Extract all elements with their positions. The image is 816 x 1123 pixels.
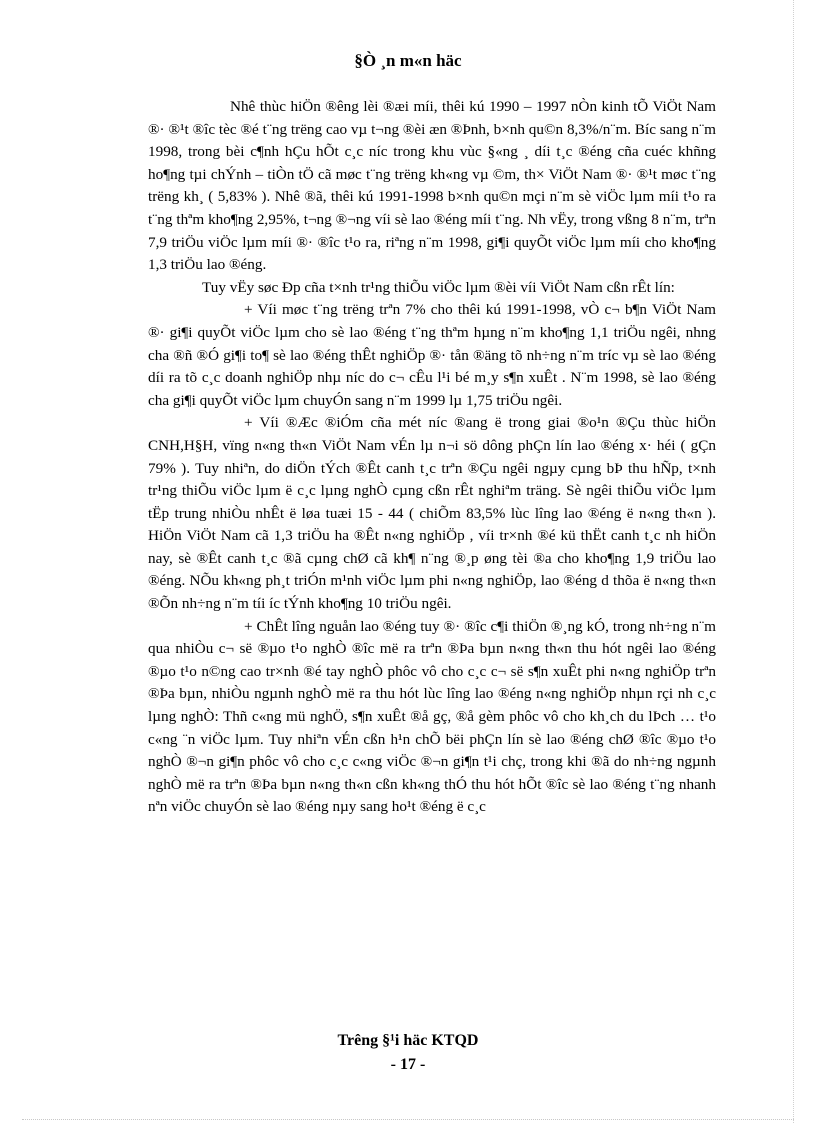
- paragraph-4: + Víi ®Æc ®iÓm cña mét níc ®ang ë trong giai ®o¹n ®Çu thùc hiÖn CNH,H§H, vïng n«ng th«n ViÖt Nam vÉn lµ n¬i sö dông phÇn lín lao ®éng x· héi ( gÇn 79% ). Tuy nhiªn, do diÖn tÝch ®Êt canh t¸c trªn ®Çu ngêi ngµy cµng bÞ thu hÑp, t×nh tr¹ng thiÕu viÖc lµm ë c¸c lµng nghÒ cµng cßn rÊt nghiªm träng. Sè ngêi thiÕu viÖc lµm tËp trung nhiÒu nhÊt ë løa tuæi 15 - 44 ( chiÕm 83,5% lùc lîng lao ®éng ë n«ng th«n ). HiÖn ViÖt Nam cã 1,3 triÖu ha ®Êt n«ng nghiÖp , víi tr×nh ®é kü thËt canh t¸c nh hiÖn nay, sè ®Êt canh t¸c ®ã cµng chØ cã kh¶ n¨ng ®¸p øng tèi ®a cho kho¶ng 1,9 triÖu lao ®éng. NÕu kh«ng ph¸t triÓn m¹nh viÖc lµm phi n«ng nghiÖp, lao ®éng d thõa ë n«ng th«n ®Õn nh÷ng n¨m tíi íc tÝnh kho¶ng 10 triÖu ngêi.: [148, 414, 716, 613]
- paragraph-5: + ChÊt lîng nguån lao ®éng tuy ®· ®îc c¶i thiÖn ®¸ng kÓ, trong nh÷ng n¨m qua nhiÒu c¬ së ®µo t¹o nghÒ ®îc më ra trªn ®Þa bµn n«ng th«n thu hót ngêi lao ®éng ®µo t¹o n©ng cao tr×nh ®é tay nghÒ phôc vô cho c¸c c¬ së s¶n xuÊt phi n«ng nghiÖp trªn ®Þa bµn, nhiÒu ngµnh nghÒ më ra thu hót lùc lîng lao ®éng n«ng nghiÖp nhµn rçi nh c¸c lµng nghÒ: Thñ c«ng mü nghÖ, s¶n xuÊt ®å gç, ®å gèm phôc vô cho kh¸ch du lÞch … t¹o c«ng ¨n viÖc lµm. Tuy nhiªn vÉn cßn h¹n chÕ bëi phÇn lín sè lao ®éng chØ ®îc ®µo t¹o nghÒ ®¬n gi¶n phôc vô cho c¸c c«ng viÖc ®¬n gi¶n t¹i chç, trong khi ®ã do nh÷ng ngµnh nghÒ më ra trªn ®Þa bµn n«ng th«n cßn kh«ng thÓ thu hót hÕt ®îc sè lao ®éng t¨ng nhanh nªn viÖc chuyÓn sè lao ®éng nµy sang ho¹t ®éng ë c¸c: [148, 617, 716, 816]
- paragraph-1: Nhê thùc hiÖn ®êng lèi ®æi míi, thêi kú 1990 – 1997 nÒn kinh tÕ ViÖt Nam ®· ®¹t ®îc tèc ®é t¨ng trëng cao vµ t¬ng ®èi æn ®Þnh, b×nh qu©n 8,3%/n¨m. Bíc sang n¨m 1998, trong bèi c¶nh hÇu hÕt c¸c níc trong khu vùc §«ng ¸ díi t¸c ®éng cña cuéc khñng ho¶ng tµi chÝnh – tiÒn tÖ cã møc t¨ng trëng kh«ng vµ ©m, th× ViÖt Nam ®· ®¹t møc t¨ng trëng kh¸ ( 5,83% ). Nhê ®ã, thêi kú 1991-1998 b×nh qu©n mçi n¨m sè viÖc lµm míi t¹o ra t¨ng thªm kho¶ng 2,95%, t¬ng ®¬ng víi sè lao ®éng míi t¨ng. Nh vËy, trong vßng 8 n¨m, trªn 7,9 triÖu viÖc lµm míi ®· ®îc t¹o ra, riªng n¨m 1998, gi¶i quyÕt viÖc lµm míi cho kho¶ng 1,3 triÖu lao ®éng.: [148, 98, 716, 274]
- paragraph-3: + Víi møc t¨ng trëng trªn 7% cho thêi kú 1991-1998, vÒ c¬ b¶n ViÖt Nam ®· gi¶i quyÕt viÖc lµm cho sè lao ®éng t¨ng thªm hµng n¨m kho¶ng 1,1 triÖu ngêi, nhng cha ®ñ ®Ó gi¶i to¶ sè lao ®éng thÊt nghiÖp ®· tån ®äng tõ nh÷ng n¨m tríc vµ sè lao ®éng díi ra tõ c¸c doanh nghiÖp nhµ níc do c¬ cÊu l¹i bé m¸y s¶n xuÊt . N¨m 1998, sè lao ®éng cha gi¶i quyÕt viÖc lµm chuyÓn sang n¨m 1999 lµ 1,75 triÖu ngêi.: [148, 301, 716, 409]
- paragraph-2: Tuy vËy søc Ðp cña t×nh tr¹ng thiÕu viÖc lµm ®èi víi ViÖt Nam cßn rÊt lín:: [202, 278, 675, 296]
- footer-page-number: - 17 -: [390, 1056, 426, 1073]
- page-header-title: §Ò ¸n m«n häc: [354, 51, 462, 70]
- body-text: [148, 96, 716, 819]
- page-right-border: [793, 0, 794, 1123]
- page-bottom-border: [22, 1119, 794, 1120]
- footer-school: Trêng §¹i häc KTQD: [337, 1032, 479, 1049]
